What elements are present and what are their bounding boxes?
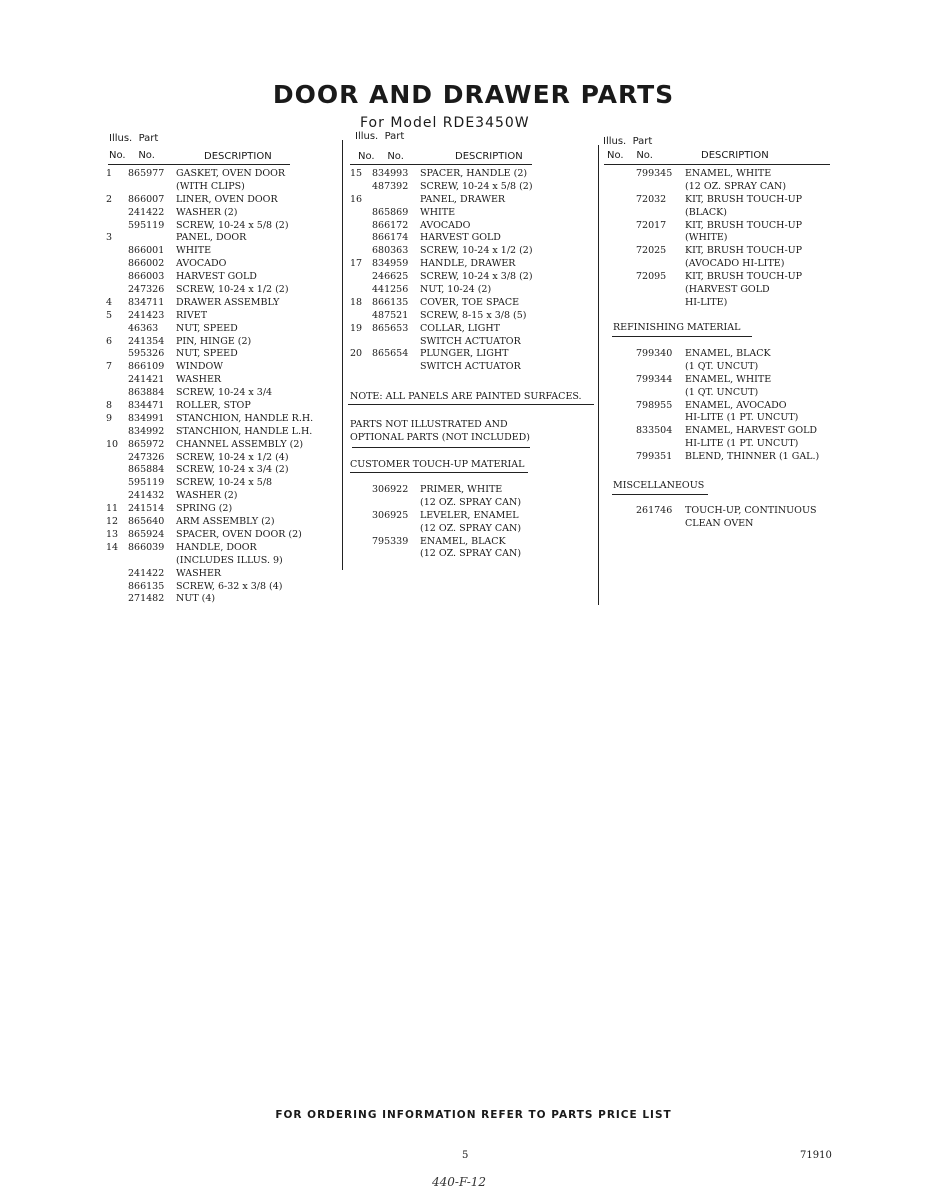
part-description: (1 QT. UNCUT)	[685, 386, 759, 398]
table-row	[602, 181, 842, 194]
part-description: SPRING (2)	[176, 503, 233, 515]
table-row	[602, 220, 842, 233]
table-row	[602, 451, 842, 464]
part-description: TOUCH-UP, CONTINUOUS	[685, 505, 817, 516]
illus-number: 18	[350, 296, 363, 308]
part-number: 72017	[636, 219, 667, 231]
part-description: PLUNGER, LIGHT	[420, 348, 509, 360]
table-row	[106, 348, 336, 361]
part-description: WASHER (2)	[176, 490, 238, 502]
part-description: WASHER	[176, 374, 222, 386]
table-row	[350, 258, 590, 271]
part-description: (WHITE)	[685, 232, 728, 244]
header-no: No. No.	[109, 150, 155, 161]
part-number: 798955	[636, 399, 673, 411]
part-description: RIVET	[176, 309, 208, 321]
table-row	[106, 271, 336, 284]
part-number: 866002	[128, 258, 165, 270]
header-description: DESCRIPTION	[204, 151, 272, 162]
table-row	[106, 297, 336, 310]
part-description: HANDLE, DOOR	[176, 541, 257, 553]
part-number: 306925	[372, 509, 409, 521]
part-number: 271482	[128, 593, 165, 605]
part-description: ENAMEL, HARVEST GOLD	[685, 425, 818, 437]
table-row	[106, 258, 336, 271]
table-row	[106, 361, 336, 374]
header-no: No. No.	[607, 150, 653, 161]
table-row	[350, 348, 590, 361]
part-description: COVER, TOE SPACE	[420, 296, 520, 308]
part-description: KIT, BRUSH TOUCH-UP	[685, 271, 803, 283]
table-row	[106, 477, 336, 490]
table-row	[106, 452, 336, 465]
part-number: 241422	[128, 206, 165, 218]
note: NOTE: ALL PANELS ARE PAINTED SURFACES.	[350, 391, 582, 402]
section-rule	[612, 336, 752, 337]
column-divider	[598, 145, 599, 605]
part-description: (WITH CLIPS)	[176, 180, 245, 192]
section-heading: CUSTOMER TOUCH-UP MATERIAL	[350, 459, 525, 470]
part-description: PANEL, DOOR	[176, 232, 247, 244]
part-description: HARVEST GOLD	[420, 232, 501, 244]
part-number: 241514	[128, 503, 165, 515]
part-description: WHITE	[420, 206, 456, 218]
part-description: STANCHION, HANDLE L.H.	[176, 425, 313, 437]
section-label: OPTIONAL PARTS (NOT INCLUDED)	[350, 432, 530, 443]
page-title: DOOR AND DRAWER PARTS	[272, 80, 675, 109]
part-description: (INCLUDES ILLUS. 9)	[176, 554, 283, 566]
part-number: 865884	[128, 464, 165, 476]
part-description: SCREW, 10-24 x 1/2 (4)	[176, 451, 289, 463]
section-heading: REFINISHING MATERIAL	[613, 322, 741, 333]
table-row	[106, 542, 336, 555]
part-number: 866039	[128, 541, 165, 553]
parts-list	[350, 168, 590, 374]
part-number: 866003	[128, 271, 165, 283]
part-description: ROLLER, STOP	[176, 400, 251, 412]
table-row	[350, 297, 590, 310]
part-description: ENAMEL, WHITE	[685, 373, 772, 385]
part-description: HANDLE, DRAWER	[420, 258, 516, 270]
part-number: 863884	[128, 387, 165, 399]
part-number: 241432	[128, 490, 165, 502]
column-divider	[342, 140, 343, 570]
part-description: KIT, BRUSH TOUCH-UP	[685, 219, 803, 231]
part-number: 72032	[636, 193, 667, 205]
part-number: 865869	[372, 206, 409, 218]
table-row	[106, 181, 336, 194]
illus-number: 19	[350, 322, 363, 334]
part-description: LINER, OVEN DOOR	[176, 193, 278, 205]
part-description: (12 OZ. SPRAY CAN)	[420, 548, 522, 560]
table-row	[106, 336, 336, 349]
part-description: HARVEST GOLD	[176, 271, 257, 283]
part-number: 241422	[128, 567, 165, 579]
illus-number: 4	[106, 296, 113, 308]
part-description: GASKET, OVEN DOOR	[176, 168, 286, 179]
table-row	[106, 413, 336, 426]
part-description: SPACER, OVEN DOOR (2)	[176, 528, 302, 540]
table-row	[106, 194, 336, 207]
table-row	[350, 536, 590, 549]
table-row	[106, 581, 336, 594]
table-row	[602, 168, 842, 181]
table-row	[106, 464, 336, 477]
part-number: 799351	[636, 451, 673, 463]
table-row	[106, 387, 336, 400]
part-description: SCREW, 6-32 x 3/8 (4)	[176, 580, 283, 592]
illus-number: 2	[106, 193, 113, 205]
part-description: WASHER (2)	[176, 206, 238, 218]
part-description: SCREW, 10-24 x 5/8 (2)	[420, 180, 533, 192]
table-row	[602, 361, 842, 374]
part-number: 72025	[636, 245, 667, 257]
table-row	[350, 497, 590, 510]
part-description: NUT (4)	[176, 593, 216, 605]
part-number: 865654	[372, 348, 409, 360]
table-row	[350, 271, 590, 284]
part-description: (BLACK)	[685, 206, 727, 218]
parts-list	[106, 168, 336, 606]
part-description: (12 OZ. SPRAY CAN)	[420, 522, 522, 534]
part-description: SCREW, 10-24 x 5/8	[176, 477, 273, 489]
part-description: (12 OZ. SPRAY CAN)	[685, 180, 787, 192]
table-row	[602, 387, 842, 400]
part-description: LEVELER, ENAMEL	[420, 509, 519, 521]
part-number: 865640	[128, 516, 165, 528]
table-row	[602, 284, 842, 297]
section-rule	[612, 494, 708, 495]
table-row	[602, 297, 842, 310]
table-row	[602, 207, 842, 220]
table-row	[106, 374, 336, 387]
part-number: 865972	[128, 438, 165, 450]
header-rule	[350, 164, 532, 165]
table-row	[350, 310, 590, 323]
header-illus: Illus. Part	[355, 131, 405, 142]
part-description: CLEAN OVEN	[685, 517, 754, 529]
part-description: KIT, BRUSH TOUCH-UP	[685, 193, 803, 205]
table-row	[106, 232, 336, 245]
illus-number: 7	[106, 361, 113, 373]
table-row	[106, 323, 336, 336]
table-row	[602, 438, 842, 451]
header-description: DESCRIPTION	[701, 150, 769, 161]
table-row	[602, 258, 842, 271]
table-row	[350, 220, 590, 233]
part-number: 865977	[128, 168, 165, 179]
part-description: ARM ASSEMBLY (2)	[176, 516, 275, 528]
table-row	[106, 207, 336, 220]
part-description: NUT, SPEED	[176, 348, 238, 360]
part-description: HI-LITE)	[685, 296, 728, 308]
part-number: 866007	[128, 193, 165, 205]
part-description: WASHER	[176, 567, 222, 579]
table-row	[350, 548, 590, 561]
header-illus: Illus. Part	[109, 133, 159, 144]
part-number: 246625	[372, 271, 409, 283]
part-number: 247326	[128, 451, 165, 463]
header-no: No. No.	[358, 151, 404, 162]
section-heading: MISCELLANEOUS	[613, 480, 705, 491]
section-rule	[350, 472, 528, 473]
part-description: AVOCADO	[176, 258, 227, 270]
part-number: 834959	[372, 258, 409, 270]
illus-number: 10	[106, 438, 119, 450]
part-number: 865924	[128, 528, 165, 540]
part-description: NUT, 10-24 (2)	[420, 284, 492, 296]
table-row	[602, 194, 842, 207]
table-row	[106, 400, 336, 413]
table-row	[602, 245, 842, 258]
part-description: SCREW, 10-24 x 3/8 (2)	[420, 271, 533, 283]
illus-number: 16	[350, 193, 363, 205]
illus-number: 3	[106, 232, 113, 244]
part-description: (1 QT. UNCUT)	[685, 360, 759, 372]
illus-number: 5	[106, 309, 113, 321]
part-description: ENAMEL, WHITE	[685, 168, 772, 179]
part-number: 866135	[128, 580, 165, 592]
table-row	[602, 505, 842, 518]
table-row	[106, 245, 336, 258]
part-number: 834993	[372, 168, 409, 179]
part-description: WINDOW	[176, 361, 223, 373]
part-number: 866001	[128, 245, 165, 257]
parts-list	[602, 168, 842, 310]
part-description: HI-LITE (1 PT. UNCUT)	[685, 412, 799, 424]
table-row	[350, 523, 590, 536]
part-description: WHITE	[176, 245, 212, 257]
illus-number: 6	[106, 335, 113, 347]
part-number: 487392	[372, 180, 409, 192]
part-number: 595326	[128, 348, 165, 360]
part-number: 866174	[372, 232, 409, 244]
ordering-footer: FOR ORDERING INFORMATION REFER TO PARTS PRICE LIST	[275, 1109, 672, 1121]
table-row	[106, 490, 336, 503]
table-row	[106, 168, 336, 181]
part-number: 795339	[372, 535, 409, 547]
part-description: ENAMEL, BLACK	[685, 348, 771, 359]
misc-list	[602, 505, 842, 531]
part-number: 487521	[372, 309, 409, 321]
part-description: (12 OZ. SPRAY CAN)	[420, 496, 522, 508]
table-row	[350, 510, 590, 523]
note-rule	[348, 404, 594, 405]
part-number: 799345	[636, 168, 673, 179]
table-row	[602, 412, 842, 425]
table-row	[106, 529, 336, 542]
illus-number: 9	[106, 412, 113, 424]
table-row	[602, 400, 842, 413]
part-description: (HARVEST GOLD	[685, 284, 770, 296]
table-row	[106, 593, 336, 606]
part-number: 866172	[372, 219, 409, 231]
part-number: 247326	[128, 284, 165, 296]
table-row	[106, 284, 336, 297]
header-rule	[604, 164, 830, 165]
part-description: SCREW, 10-24 x 1/2 (2)	[176, 284, 289, 296]
part-number: 834992	[128, 425, 165, 437]
illus-number: 20	[350, 348, 363, 360]
part-description: BLEND, THINNER (1 GAL.)	[685, 451, 820, 463]
part-description: (AVOCADO HI-LITE)	[685, 258, 785, 270]
header-rule	[108, 164, 290, 165]
part-description: ENAMEL, AVOCADO	[685, 399, 787, 411]
table-row	[350, 232, 590, 245]
illus-number: 15	[350, 168, 363, 179]
part-number: 799340	[636, 348, 673, 359]
part-number: 799344	[636, 373, 673, 385]
document-number: 71910	[800, 1150, 832, 1161]
part-description: STANCHION, HANDLE R.H.	[176, 412, 314, 424]
illus-number: 14	[106, 541, 119, 553]
page-number: 5	[462, 1150, 469, 1161]
part-number: 865653	[372, 322, 409, 334]
section-rule	[352, 447, 530, 448]
part-description: SCREW, 10-24 x 1/2 (2)	[420, 245, 533, 257]
part-description: DRAWER ASSEMBLY	[176, 296, 280, 308]
refinishing-list	[602, 348, 842, 464]
table-row	[106, 568, 336, 581]
table-row	[350, 181, 590, 194]
part-number: 595119	[128, 477, 165, 489]
part-description: CHANNEL ASSEMBLY (2)	[176, 438, 304, 450]
part-description: COLLAR, LIGHT	[420, 322, 500, 334]
part-number: 441256	[372, 284, 409, 296]
table-row	[350, 194, 590, 207]
part-number: 833504	[636, 425, 673, 437]
table-row	[350, 168, 590, 181]
part-number: 241354	[128, 335, 165, 347]
part-description: SCREW, 10-24 x 5/8 (2)	[176, 219, 289, 231]
part-description: PRIMER, WHITE	[420, 484, 503, 495]
part-number: 241421	[128, 374, 165, 386]
part-description: SCREW, 10-24 x 3/4 (2)	[176, 464, 289, 476]
table-row	[106, 516, 336, 529]
part-description: ENAMEL, BLACK	[420, 535, 506, 547]
table-row	[106, 310, 336, 323]
part-description: SCREW, 8-15 x 3/8 (5)	[420, 309, 527, 321]
part-number: 834991	[128, 412, 165, 424]
illus-number: 8	[106, 400, 113, 412]
illus-number: 11	[106, 503, 119, 515]
table-row	[602, 348, 842, 361]
table-row	[602, 232, 842, 245]
table-row	[106, 555, 336, 568]
part-number: 261746	[636, 505, 673, 516]
table-row	[602, 518, 842, 531]
part-description: SWITCH ACTUATOR	[420, 361, 521, 373]
part-description: KIT, BRUSH TOUCH-UP	[685, 245, 803, 257]
touchup-list	[350, 484, 590, 561]
illus-number: 17	[350, 258, 363, 270]
part-number: 46363	[128, 322, 159, 334]
part-number: 241423	[128, 309, 165, 321]
header-illus: Illus. Part	[603, 136, 653, 147]
part-number: 306922	[372, 484, 409, 495]
part-description: SCREW, 10-24 x 3/4	[176, 387, 273, 399]
part-description: SPACER, HANDLE (2)	[420, 168, 528, 179]
handwritten-note: 440-F-12	[432, 1175, 487, 1189]
part-number: 595119	[128, 219, 165, 231]
page-subtitle: For Model RDE3450W	[360, 115, 530, 131]
part-description: SWITCH ACTUATOR	[420, 335, 521, 347]
part-description: HI-LITE (1 PT. UNCUT)	[685, 438, 799, 450]
table-row	[350, 361, 590, 374]
table-row	[602, 374, 842, 387]
part-number: 866135	[372, 296, 409, 308]
table-row	[106, 426, 336, 439]
part-number: 866109	[128, 361, 165, 373]
table-row	[350, 207, 590, 220]
table-row	[602, 271, 842, 284]
table-row	[602, 425, 842, 438]
part-number: 834711	[128, 296, 165, 308]
part-description: PIN, HINGE (2)	[176, 335, 252, 347]
table-row	[106, 439, 336, 452]
part-number: 680363	[372, 245, 409, 257]
table-row	[106, 220, 336, 233]
part-number: 834471	[128, 400, 165, 412]
table-row	[350, 323, 590, 336]
table-row	[106, 503, 336, 516]
part-description: AVOCADO	[420, 219, 471, 231]
section-label: PARTS NOT ILLUSTRATED AND	[350, 419, 508, 430]
part-number: 72095	[636, 271, 667, 283]
table-row	[350, 484, 590, 497]
illus-number: 1	[106, 168, 113, 179]
part-description: NUT, SPEED	[176, 322, 238, 334]
illus-number: 13	[106, 528, 119, 540]
illus-number: 12	[106, 516, 119, 528]
part-description: PANEL, DRAWER	[420, 193, 506, 205]
table-row	[350, 336, 590, 349]
table-row	[350, 284, 590, 297]
header-description: DESCRIPTION	[455, 151, 523, 162]
table-row	[350, 245, 590, 258]
